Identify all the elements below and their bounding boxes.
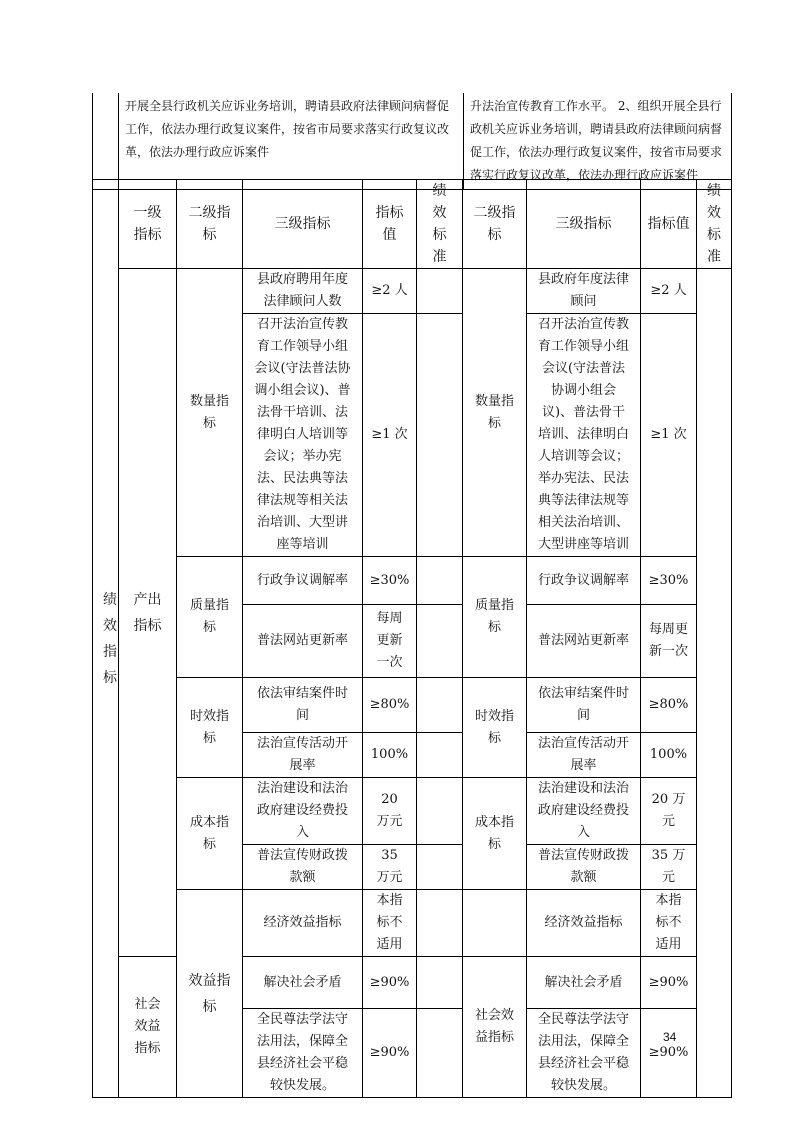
header-standard-left: 绩效标准 (417, 180, 463, 269)
subgroup-cost-right: 成本指标 (463, 778, 527, 890)
indicator-left: 普法宣传财政拨款额 (243, 845, 363, 890)
indicator-right: 解决社会矛盾 (527, 957, 641, 1009)
header-level3-left: 三级指标 (243, 180, 363, 269)
value-left: 20 万元 (363, 778, 417, 845)
indicator-left: 法治宣传活动开展率 (243, 733, 363, 778)
subgroup-economic-right: 经济效益指标 (527, 890, 641, 957)
value-right: ≥1 次 (641, 314, 697, 557)
standard-left (417, 1009, 463, 1098)
header-level3-right: 三级指标 (527, 180, 641, 269)
value-left: ≥30% (363, 557, 417, 605)
indicator-left: 依法审结案件时间 (243, 678, 363, 733)
standard-left (417, 605, 463, 678)
value-left: ≥80% (363, 678, 417, 733)
indicator-right: 县政府年度法律顾问 (527, 269, 641, 314)
indicator-left: 召开法治宣传教育工作领导小组会议(守法普法协调小组会议)、普法骨干培训、法律明白人培训等会议；举办宪法、民法典等法律法规等相关法治培训、大型讲座等培训 (243, 314, 363, 557)
indicator-left: 法治建设和法治政府建设经费投入 (243, 778, 363, 845)
value-left: 100% (363, 733, 417, 778)
indicator-right: 法治建设和法治政府建设经费投入 (527, 778, 641, 845)
value-right: ≥90% (641, 1009, 697, 1098)
continuation-right-text: 升法治宣传教育工作水平。 2、组织开展全县行政机关应诉业务培训，聘请县政府法律顾问病督促工作，依法办理行政复议案件，按省市局要求落实行政复议改革，依法办理行政应诉案件 (464, 93, 732, 190)
standard-left (417, 557, 463, 605)
table-row (93, 269, 732, 314)
value-left: ≥1 次 (363, 314, 417, 557)
header-value-right: 指标值 (641, 180, 697, 269)
standard-left (417, 778, 463, 845)
table-row (93, 678, 732, 733)
indicator-right: 召开法治宣传教育工作领导小组会议(守法普法协调小组会议)、普法骨干培训、法律明白人培训等会议；举办宪法、民法典等法律法规等相关法治培训、大型讲座等培训 (527, 314, 641, 557)
value-right: ≥80% (641, 678, 697, 733)
indicator-right: 依法审结案件时间 (527, 678, 641, 733)
subgroup-economic-left: 经济效益指标 (243, 890, 363, 957)
subgroup-cost-left: 成本指标 (177, 778, 243, 890)
header-level1: 一级指标 (119, 180, 177, 269)
indicator-right: 本指标不适用 (641, 890, 697, 957)
subgroup-timeliness-right: 时效指标 (463, 678, 527, 778)
standard-left (417, 845, 463, 890)
value-right: ≥2 人 (641, 269, 697, 314)
performance-indicator-table (92, 179, 732, 1098)
value-right: 20 万元 (641, 778, 697, 845)
section-label: 绩效指标 (93, 180, 119, 1098)
table-row (93, 890, 732, 957)
value-left: ≥90% (363, 957, 417, 1009)
standard-left (417, 733, 463, 778)
indicator-left: 行政争议调解率 (243, 557, 363, 605)
standard-left (417, 957, 463, 1009)
value-right: ≥30% (641, 557, 697, 605)
standard-left (417, 269, 463, 314)
value-left: 每周更新一次 (363, 605, 417, 678)
header-level2-right: 二级指标 (463, 180, 527, 269)
indicator-left: 普法网站更新率 (243, 605, 363, 678)
indicator-left: 全民尊法学法守法用法，保障全县经济社会平稳较快发展。 (243, 1009, 363, 1098)
subgroup-quality-left: 质量指标 (177, 557, 243, 678)
standard-left (417, 678, 463, 733)
header-standard-right: 绩效标准 (697, 180, 732, 269)
standard-left (417, 314, 463, 557)
subgroup-social-right: 社会效益指标 (463, 957, 527, 1098)
subgroup-quality-right: 质量指标 (463, 557, 527, 678)
standard-right-column (697, 269, 732, 1098)
table-row (93, 557, 732, 605)
table-row (93, 778, 732, 845)
subgroup-quantity-right: 数量指标 (463, 269, 527, 557)
indicator-right: 普法网站更新率 (527, 605, 641, 678)
value-left: ≥2 人 (363, 269, 417, 314)
value-left: 35 万元 (363, 845, 417, 890)
indicator-left: 解决社会矛盾 (243, 957, 363, 1009)
value-left (417, 890, 463, 957)
subgroup-quantity-left: 数量指标 (177, 269, 243, 557)
indicator-left: 县政府聘用年度法律顾问人数 (243, 269, 363, 314)
group-output: 产出指标 (119, 269, 177, 957)
subgroup-social-left: 社会效益指标 (119, 957, 177, 1098)
indicator-right: 全民尊法学法守法用法，保障全县经济社会平稳较快发展。 (527, 1009, 641, 1098)
indicator-right: 行政争议调解率 (527, 557, 641, 605)
value-left: ≥90% (363, 1009, 417, 1098)
continuation-left-margin-cell (93, 93, 119, 190)
continuation-left-text: 开展全县行政机关应诉业务培训，聘请县政府法律顾问病督促工作，依法办理行政复议案件，按省市局要求落实行政复议改革，依法办理行政应诉案件 (119, 93, 464, 190)
standard-left (463, 890, 527, 957)
value-right: 100% (641, 733, 697, 778)
indicator-left: 本指标不适用 (363, 890, 417, 957)
value-right: 每周更新一次 (641, 605, 697, 678)
indicator-right: 法治宣传活动开展率 (527, 733, 641, 778)
header-level2-left: 二级指标 (177, 180, 243, 269)
subgroup-timeliness-left: 时效指标 (177, 678, 243, 778)
group-benefit: 效益指标 (177, 890, 243, 1098)
header-value-left: 指标值 (363, 180, 417, 269)
value-right: ≥90% (641, 957, 697, 1009)
table-header-row (93, 180, 732, 269)
continuation-table (92, 93, 732, 190)
indicator-right: 普法宣传财政拨款额 (527, 845, 641, 890)
page-number: 34 (663, 1030, 677, 1044)
value-right: 35 万元 (641, 845, 697, 890)
